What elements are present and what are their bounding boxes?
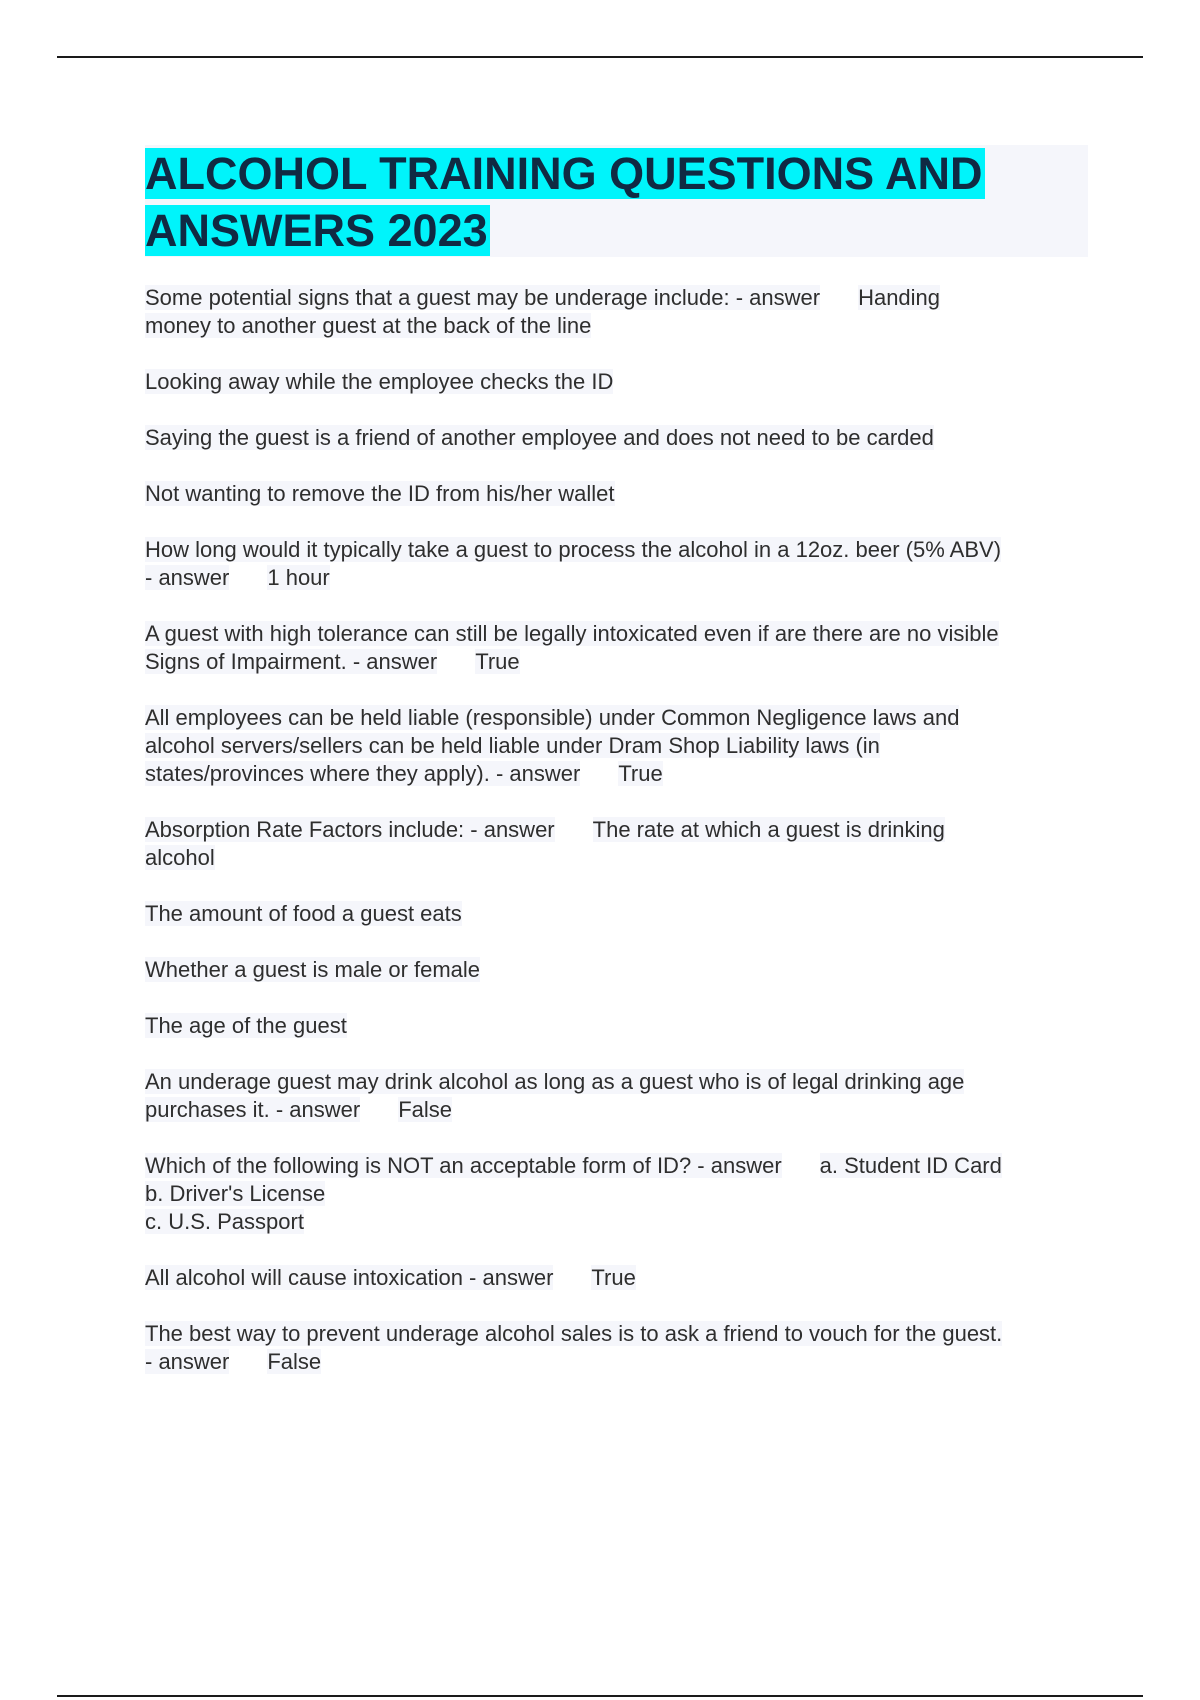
answer-text: 1 hour — [267, 565, 330, 590]
text-segment: Saying the guest is a friend of another employee and does not need to be carded — [145, 425, 934, 450]
qa-paragraph — [145, 620, 1090, 676]
text-line — [145, 704, 1090, 732]
text-line — [145, 1180, 1090, 1208]
text-line — [145, 900, 1090, 928]
qa-paragraph — [145, 816, 1090, 872]
text-segment: alcohol — [145, 845, 215, 870]
text-segment: The amount of food a guest eats — [145, 901, 462, 926]
text-line — [145, 536, 1090, 564]
text-line — [145, 620, 1090, 648]
qa-paragraph — [145, 1264, 1090, 1292]
text-segment: An underage guest may drink alcohol as long as a guest who is of legal drinking age — [145, 1069, 965, 1094]
answer-text: Handing — [858, 285, 941, 310]
text-line — [145, 956, 1090, 984]
qa-paragraph — [145, 536, 1090, 592]
text-line — [145, 732, 1090, 760]
text-segment: Some potential signs that a guest may be underage include: - answer — [145, 285, 821, 310]
text-segment: Whether a guest is male or female — [145, 957, 481, 982]
text-segment: How long would it typically take a guest to process the alcohol in a 12oz. beer (5% ABV) — [145, 537, 1002, 562]
text-segment: alcohol servers/sellers can be held liable under Dram Shop Liability laws (in — [145, 733, 880, 758]
text-line — [145, 760, 1090, 788]
qa-paragraph — [145, 704, 1090, 788]
answer-text: a. Student ID Card — [819, 1153, 1002, 1178]
answer-text: False — [398, 1097, 452, 1122]
text-line — [145, 1348, 1090, 1376]
text-line — [145, 480, 1090, 508]
text-segment: - answer — [145, 565, 230, 590]
text-line — [145, 1096, 1090, 1124]
text-line — [145, 312, 1090, 340]
title-block — [145, 145, 1088, 257]
text-line — [145, 1208, 1090, 1236]
answer-text: The rate at which a guest is drinking — [592, 817, 945, 842]
text-segment: money to another guest at the back of the line — [145, 313, 592, 338]
text-segment: Absorption Rate Factors include: - answer — [145, 817, 555, 842]
qa-paragraph — [145, 1152, 1090, 1236]
document-title-line-1: ALCOHOL TRAINING QUESTIONS AND — [145, 148, 983, 199]
text-line — [145, 1012, 1090, 1040]
text-line — [145, 1152, 1090, 1180]
text-line — [145, 564, 1090, 592]
text-segment: Looking away while the employee checks the ID — [145, 369, 614, 394]
bottom-divider — [57, 1695, 1143, 1697]
qa-paragraph — [145, 1068, 1090, 1124]
text-line — [145, 284, 1090, 312]
text-segment: purchases it. - answer — [145, 1097, 361, 1122]
text-segment: The age of the guest — [145, 1013, 347, 1038]
text-segment: All employees can be held liable (responsible) under Common Negligence laws and — [145, 705, 960, 730]
text-line — [145, 368, 1090, 396]
qa-paragraph — [145, 424, 1090, 452]
document-body — [145, 284, 1090, 1404]
text-line — [145, 424, 1090, 452]
text-segment: The best way to prevent underage alcohol sales is to ask a friend to vouch for the guest. — [145, 1321, 1003, 1346]
text-segment: c. U.S. Passport — [145, 1209, 304, 1234]
answer-text: True — [591, 1265, 636, 1290]
qa-paragraph — [145, 900, 1090, 928]
text-segment: A guest with high tolerance can still be legally intoxicated even if are there are no visible — [145, 621, 999, 646]
answer-text: True — [618, 761, 663, 786]
document-title-line-2: ANSWERS 2023 — [145, 205, 488, 256]
text-segment: Signs of Impairment. - answer — [145, 649, 438, 674]
text-line — [145, 1320, 1090, 1348]
text-segment: Which of the following is NOT an acceptable form of ID? - answer — [145, 1153, 782, 1178]
text-segment: - answer — [145, 1349, 230, 1374]
text-segment: b. Driver's License — [145, 1181, 326, 1206]
document-title — [145, 145, 1088, 259]
text-segment: Not wanting to remove the ID from his/her wallet — [145, 481, 615, 506]
text-segment: All alcohol will cause intoxication - answer — [145, 1265, 554, 1290]
qa-paragraph — [145, 1012, 1090, 1040]
qa-paragraph — [145, 368, 1090, 396]
text-line — [145, 844, 1090, 872]
text-line — [145, 1264, 1090, 1292]
text-segment: states/provinces where they apply). - answer — [145, 761, 581, 786]
qa-paragraph — [145, 284, 1090, 340]
top-divider — [57, 56, 1143, 58]
qa-paragraph — [145, 956, 1090, 984]
qa-paragraph — [145, 480, 1090, 508]
answer-text: False — [267, 1349, 322, 1374]
text-line — [145, 816, 1090, 844]
answer-text: True — [475, 649, 520, 674]
qa-paragraph — [145, 1320, 1090, 1376]
text-line — [145, 648, 1090, 676]
text-line — [145, 1068, 1090, 1096]
